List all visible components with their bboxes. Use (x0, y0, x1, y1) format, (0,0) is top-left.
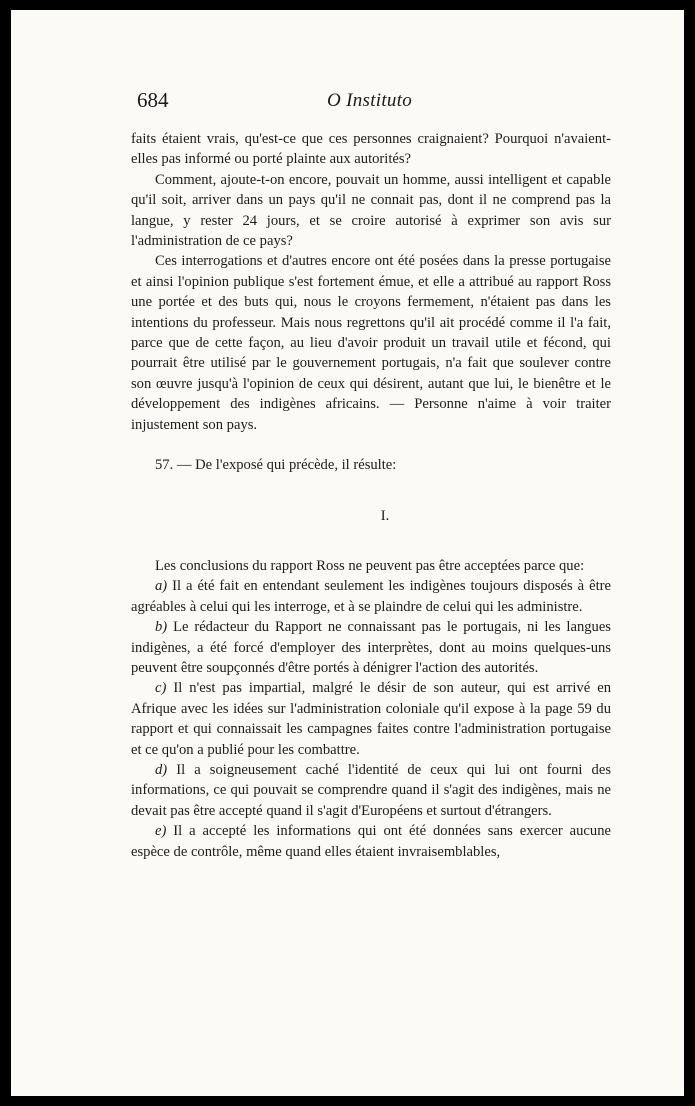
list-item-a (131, 576, 611, 617)
item-text: Il a été fait en entendant seulement les indigènes toujours disposés à être agréables à celui qui les interroge, et à se plaindre de celui qui les administre. (131, 578, 611, 615)
section-heading: I. (380, 507, 390, 524)
page-body (131, 129, 611, 862)
item-label: d) (155, 761, 168, 778)
item-label: c) (155, 680, 167, 697)
item-label: e) (155, 823, 167, 840)
item-text: Il n'est pas impartial, malgré le désir de son auteur, qui est arrivé en Afrique avec les idées sur l'administration coloniale qu'il expose à la page 59 du rapport et qui connaissait les campagnes faites contre l'administration portugaise et ce qu'on a publié pour les combattre. (131, 680, 611, 758)
item-text: Le rédacteur du Rapport ne connaissant pas le portugais, ni les langues indigènes, a été forcé d'employer des interprètes, dont au moins quelques-uns peuvent être soupçonnés d'être portés à dénigrer l'action des autorités. (131, 619, 611, 676)
item-label: b) (155, 619, 168, 636)
page-header (137, 88, 611, 122)
list-item-e (131, 821, 611, 862)
paragraph-continued: faits étaient vrais, qu'est-ce que ces personnes craignaient? Pourquoi n'avaient-elles pas informé ou porté plainte aux autorités? (131, 131, 611, 168)
paragraph: Comment, ajoute-t-on encore, pouvait un homme, aussi intelligent et capable qu'il soit, arriver dans un pays qu'il ne connait pas, dont il ne comprend pas la langue, y rester 24 jours, et se croire autorisé à exprimer son avis sur l'administration de ce pays? (131, 171, 611, 250)
item-text: Il a soigneusement caché l'identité de ceux qui lui ont fourni des informations, ce qui pouvait se comprendre quand il s'agit des indigènes, mais ne devait pas être accepté quand il s'agit d'Européens et surtout d'étrangers. (131, 761, 611, 819)
list-item-b (131, 617, 611, 678)
document-page (11, 10, 684, 1096)
list-item-d (131, 760, 611, 821)
page-number: 684 (137, 88, 169, 112)
list-item-c (131, 678, 611, 760)
item-label: a) (155, 578, 168, 595)
conclusions-intro: Les conclusions du rapport Ross ne peuvent pas être acceptées parce que: (155, 557, 585, 574)
running-title: O Instituto (327, 90, 413, 111)
paragraph: Ces interrogations et d'autres encore ont été posées dans la presse portugaise et ainsi l'opinion publique s'est fortement émue, et elle a attribué au rapport Ross une portée et des buts qui, nous le croyons fermement, n'étaient pas dans les intentions du professeur. Mais nous regrettons qu'il ait procédé comme il l'a fait, parce que de cette façon, au lieu d'avoir produit un travail utile et fécond, qui pourrait être utilisé par le gouvernement portugais, n'a fait que soulever contre son œuvre jusqu'à l'opinion de ceux qui désirent, autant que lui, le bienêtre et le développement des indigènes africains. — Personne n'aime à voir traiter injustement son pays. (131, 253, 611, 433)
numbered-paragraph-57: 57. — De l'exposé qui précède, il résulte: (155, 457, 397, 474)
item-text: Il a accepté les informations qui ont été données sans exercer aucune espèce de contrôle, même quand elles étaient invraisemblables, (131, 823, 611, 860)
